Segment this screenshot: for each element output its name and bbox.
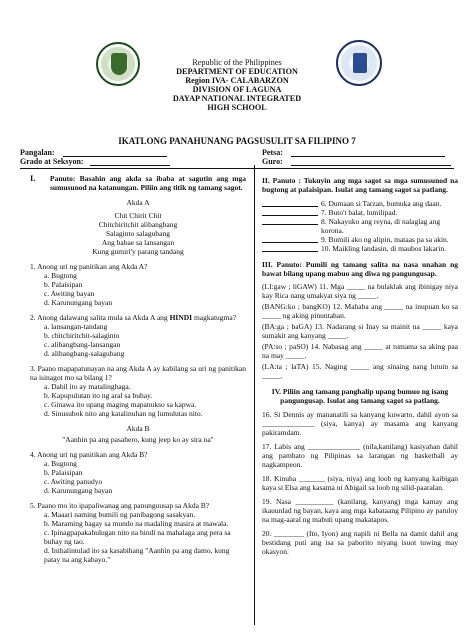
part-one-numeral: I. (30, 173, 36, 183)
question-4-stem: 4. Anong uri ng panitikan ang Akda B? (30, 450, 148, 459)
question-1 (30, 262, 246, 307)
teacher-label: Guro: (262, 157, 283, 166)
riddle-item (262, 244, 458, 253)
question-4 (30, 450, 246, 495)
akda-a-line: Ang babae sa lansangan (101, 238, 175, 247)
riddle-text: 8. Nakayuko ang reyna, di nalaglag ang korona. (321, 217, 441, 235)
akda-a-title: Akda A (126, 198, 150, 207)
riddle-item (262, 199, 458, 208)
choice-2d[interactable]: d. alibangbang-salagubang (44, 349, 125, 358)
question-2-stem (30, 313, 246, 322)
date-label: Petsa: (262, 148, 283, 157)
akda-a-line: Kung gumiri'y parang tandang (92, 247, 184, 256)
choice-5a[interactable]: a. Maaari naming bumili ng panibagong sasakyan. (44, 510, 196, 519)
choice-5d[interactable]: d. Inihalintulad ito sa kasabihang "Aanhin pa ang damo, kung patay na ang kabayo." (44, 546, 230, 564)
part-two-panuto: II. Panuto : Tukuyin ang mga sagot sa mga sumusunod na bugtong at palaisipan. Isulat ang tamang sagot sa patlang. (262, 176, 458, 194)
choice-4c[interactable]: c. Awiting panudyo (44, 477, 103, 486)
part-four-panuto: IV. Piliin ang tamang panghalip upang bumuo ng isang pangungusap. Isulat ang tamang sagot sa patlang. (271, 387, 449, 405)
question-3 (30, 364, 246, 418)
name-label: Pangalan: (20, 148, 55, 157)
answer-blank[interactable] (262, 235, 318, 243)
grade-field-row (20, 157, 170, 166)
akda-a-line: Chit Chirit Chit (114, 211, 162, 220)
answer-blank[interactable] (262, 199, 318, 207)
choice-4a[interactable]: a. Bugtong (44, 459, 77, 468)
answer-blank[interactable] (262, 244, 318, 252)
header-division: DIVISION OF LAGUNA (192, 85, 282, 94)
choice-2b[interactable]: b. chitchiritchit-salaginto (44, 331, 120, 340)
teacher-line[interactable] (291, 157, 451, 166)
exam-title: IKATLONG PANAHUNANG PAGSUSULIT SA FILIPINO 7 (118, 136, 356, 146)
answer-blank[interactable] (262, 217, 318, 225)
header-department: DEPARTMENT OF EDUCATION (176, 67, 298, 76)
date-field-row (262, 148, 445, 157)
question-2-stem-a: 2. Anong dalawang salita mula sa Akda A ang (30, 313, 170, 322)
pronoun-item[interactable]: 20. ________ (Ito, Iyon) ang napili ni Bella na damit dahil ang bestidang puti ang isa sa paborito niyang isuot tuwing may okasyon. (262, 529, 458, 556)
riddle-text: 7. Buto't balat, lumilipad. (321, 208, 398, 217)
question-2 (30, 313, 246, 358)
choice-1b[interactable]: b. Palaisipan (44, 280, 83, 289)
column-divider (254, 165, 255, 625)
riddle-item (262, 208, 458, 217)
choice-2c[interactable]: c. alibangbang-lansangan (44, 340, 121, 349)
akda-b-text: "Aanhin pa ang pasahero, kung jeep ko ay sira na" (62, 435, 214, 444)
akda-a-line: Chitchiritchit alibangbang (98, 220, 178, 229)
right-column (262, 176, 458, 556)
part-three-panuto: III. Panuto: Pumili ng tamang salita na nasa unahan ng bawat bilang upang mabuo ang diwa ng pangungusap. (262, 260, 458, 278)
name-line[interactable] (63, 148, 167, 157)
question-1-stem: 1. Anong uri ng panitikan ang Akda A? (30, 262, 148, 271)
riddle-list (262, 199, 458, 253)
fill-item[interactable]: (BANG:ko ; bangKO) 12. Mahaba ang _____ na inupuan ko sa _____ ng aking pinuntahan. (262, 302, 458, 320)
left-column (30, 174, 246, 564)
question-2-stem-c: magkatugma? (192, 313, 237, 322)
pronoun-item[interactable]: 17. Labis ang ______________ (nila,kanilang) kasiyahan dahil ang pambato ng Pilipinas sa larangan ng basketball ay nagkampeon. (262, 442, 458, 469)
akda-a-line: Salaginto salagubang (106, 229, 170, 238)
part-one-panuto: Panuto: Basahin ang akda sa ibaba at sagutin ang mga sumusunod na katanungan. Piliin ang titik ng tamang sagot. (50, 174, 246, 192)
fill-item[interactable]: (LI:gaw ; liGAW) 11. Mga _____ na bulaklak ang ibinigay niya kay Rica nang umakyat siya ng _____. (262, 282, 458, 300)
fill-list (262, 282, 458, 380)
choice-3b[interactable]: b. Kapupulutan ito ng aral sa buhay. (44, 391, 153, 400)
teacher-field-row (262, 157, 451, 166)
fill-item[interactable]: (LA:ta ; laTA) 15. Naging _____ ang sinaing nang lutuin sa _____. (262, 362, 458, 380)
choice-1d[interactable]: d. Karunungang bayan (44, 298, 113, 307)
choice-5c[interactable]: c. Ipinagpapakahulugan nito na hindi na mahalaga ang pera sa buhay ng tao. (44, 528, 231, 546)
question-2-stem-not: HINDI (169, 313, 193, 322)
pronoun-item[interactable]: 19. Nasa __________ (kanilang, kanyang) mga kamay ang ikauunlad ng bayan, kaya ang mga kabataang Pilipino ay patuloy na mag-aaral ng mabuti upang makatapos. (262, 497, 458, 524)
choice-4b[interactable]: b. Palaisipan (44, 468, 83, 477)
question-5 (30, 501, 246, 564)
akda-b-title: Akda B (126, 424, 150, 433)
choice-5b[interactable]: b. Maraming bagay sa mundo na madaling masira at mawala. (44, 519, 229, 528)
pronoun-item[interactable]: 18. Kinuha _______ (siya, niya) ang loob ng kanyang kaibigan kaya si Elsa ang kasama ni Abigail sa loob ng silid-paaralan. (262, 474, 458, 492)
grade-label: Grado at Seksyon: (20, 157, 84, 166)
divider-top (20, 168, 454, 169)
answer-blank[interactable] (262, 208, 318, 216)
choice-3d[interactable]: d. Sinusubok nito ang katalinuhan ng lumulutas nito. (44, 409, 203, 418)
header-republic: Republic of the Philippines (192, 58, 282, 67)
fill-item[interactable]: (BA:ga ; baGA) 13. Nadarang si Inay sa mainit na _____ kaya sumakit ang kanyang _____. (262, 322, 458, 340)
name-field-row (20, 148, 167, 157)
riddle-text: 6. Dumaan si Tarzan, bumuka ang daan. (321, 199, 442, 208)
date-line[interactable] (291, 148, 445, 157)
riddle-item (262, 217, 458, 235)
riddle-item (262, 235, 458, 244)
choice-3a[interactable]: a. Dahil ito ay matalinghaga. (44, 382, 131, 391)
grade-line[interactable] (90, 157, 170, 166)
pronoun-list (262, 410, 458, 556)
choice-1c[interactable]: c. Awiting bayan (44, 289, 95, 298)
akda-a-text (30, 211, 246, 256)
header-school-2: HIGH SCHOOL (207, 103, 267, 112)
choice-4d[interactable]: d. Karunungang bayan (44, 486, 113, 495)
question-3-stem: 3. Paano mapapatunayan na ang Akda A ay kabilang sa uri ng panitikan na isinagot mo sa bilang 1? (30, 364, 246, 382)
choice-1a[interactable]: a. Bugtong (44, 271, 77, 280)
choice-2a[interactable]: a. lansangan-tandang (44, 322, 108, 331)
pronoun-item[interactable]: 16. Si Dennis ay mananatili sa kanyang kuwarto, dahil ayon sa ______________ (siya, kanya) ay masama ang kanyang pakiramdam. (262, 410, 458, 437)
fill-item[interactable]: (PA:so ; paSO) 14. Nabasag ang _____ at tumama sa aking paa na may _____. (262, 342, 458, 360)
header-region: Region IVA- CALABARZON (185, 76, 289, 85)
part-one-instructions (30, 174, 246, 192)
question-5-stem: 5. Paano mo ito ipapaliwanag ang panunguusap sa Akda B? (30, 501, 210, 510)
riddle-text: 10. Maikling landasin, di maubos lakarin. (321, 244, 446, 253)
riddle-text: 9. Bumili ako ng alipin, mataas pa sa akin. (321, 235, 449, 244)
choice-3c[interactable]: c. Ginawa ito upang maging mapanukso sa kapwa. (44, 400, 197, 409)
header-school: DAYAP NATIONAL INTEGRATED (172, 94, 302, 103)
